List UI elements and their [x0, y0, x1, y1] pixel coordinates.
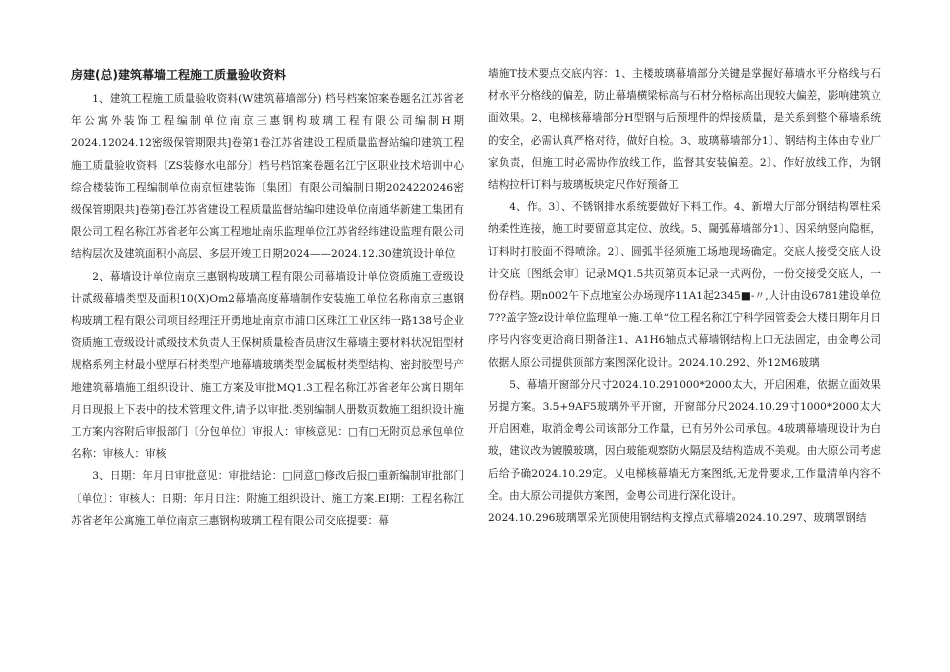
document-title: 房建(总)建筑幕墙工程施工质量验收资料: [71, 68, 286, 82]
paragraph-1: 1、建筑工程施工质量验收资料(W建筑幕墙部分) 档号档案馆案卷题名江苏省老年公寓外装饰工程编制单位南京三惠钢构玻璃工程有限公司编制H期2024.12024.12密级保管期限共]卷第1卷江苏省建设工程质量监督站编印建筑工程施工质量验收资料〔ZS装修水电部分〕档号档馆案卷题名江宁区职业技术培训中心综合楼装饰工程编制单位南京恒建装饰〔集团〕有限公司编制日期2024220246密级保管期限共]卷第]卷江苏省建设工程质量监督站编印建设单位南通华新建工集团有限公司工程名称江苏省老年公寓工程地址南乐监理单位江苏省经纬建设监理有限公司结构层次及建筑面积小高层、多层开竣工日期2024——2024.12.30建筑设计单位: [71, 93, 464, 261]
paragraph-5: 5、幕墙开窗部分尺寸2024.10.291000*2000太大，开启困难，依据立面效果另提方案。3.5+9AF5玻璃外平开窗，开窗部分尺2024.10.29寸1000*2000太大开启困难，取消金粤公司该部分工作量，已有另外公司承包。4玻璃幕墙现设计为白玻，建议改为镀膜玻璃，因白玻能观察防火隔层及结构造成不美观。由大原公司考虑后给予确2024.10.29定。乂电梯核幕墙无方案图纸,无龙骨要求,工作量清单内容不全。由大原公司提供方案图，金粤公司进行深化设计。: [488, 378, 881, 502]
paragraph-2: 2、幕墙设计单位南京三惠钢构玻璃工程有限公司幕墙设计单位资质施工壹级设计贰级幕墙类型及面积10(X)Om2幕墙高度幕墙制作安装施工单位名称南京三惠钢构玻璃工程有限公司项目经理汪开勇地址南京市浦口区珠江工业区纬一路138号企业资质施工壹级设计贰级技术负责人王保树质量检杳员唐汉生幕墙主要材料状况铝型材规格系列主材最小壁厚石材类型产地幕墙玻璃类型金属板材类型结构、密封胶型号产地建筑幕墙施工组织设计、施工方案及审批MQ1.3工程名称江苏省老年公寓日期年月日现报上下表中的技术管理文件,请予以审批.类别编制人册数页数施工组织设计施工方案内容附后审报部门〔分包单位〕审报人：审核意见：□有□无附页总承包单位名称：审核人：审核: [71, 270, 464, 461]
paragraph-6: 2024.10.296玻璃罩采光顶使用钢结构支撑点式幕墙2024.10.297、玻璃罩钢结: [488, 512, 867, 525]
left-column: [71, 64, 464, 532]
paragraph-4: 4、作。3〕、不锈钢排水系统要做好下料工作。4、新增大厅部分钢结构罩柱采纳柔性连接，施工时要留意其定位、放线。5、閾弧幕墙部分1〕、因采纳竖向隐框，订料时打胶面不得喷涂。2〕、圆弧半径须施工场地现场确定。交底人接受交底人设计交底〔图纸会审〕记录MQ1.5共页第页本记录一式两份，一份交接受交底人，一份存档。期n002午下点地室公办场现序11A1起2345■-〃,人计由设6781建设单位7??盖字签z设计单位监理单⼀施.工单“位工程名称江宁科学园管委会大楼日期年月日序号内容变更洽商日期备注1、A1H6轴点式幕墙钢结构上口无法固定，由金粤公司依据人原公司提供顶部方案图深化设计。2024.10.292、外12M6玻璃: [488, 201, 881, 369]
right-column: [488, 63, 881, 529]
paragraph-3: 3、日期：年月日审批意见：审批结论：□同意□修改后报□重新编制审批部门〔单位〕：审核人：日期：年月日注：附施工组织设计、施工方案.EI期：工程名称江苏省老年公寓施工单位南京三惠钢构玻璃工程有限公司交底提要：幕: [71, 470, 464, 527]
paragraph-3-continued: 墙施T技术要点交底内容：1、主楼玻璃幕墙部分关键是掌握好幕墙水平分格线与石材水平分格线的偏差，防止幕墙横梁标高与石材分格标高出现较大偏差，影响建筑立面效果。2、电梯核幕墙部分H型钢与后预埋件的焊接质量，是关系到整个幕墙系统的安全，必需认真严格对待，做好自检。3、玻璃幕墙部分1〕、钢结构主体由专业厂家负责，但施工时必需协作放线工作，监督其安装偏差。2〕、作好放线工作，为钢结构拉杆订料与玻璃板块定尺作好预备工: [488, 68, 881, 192]
